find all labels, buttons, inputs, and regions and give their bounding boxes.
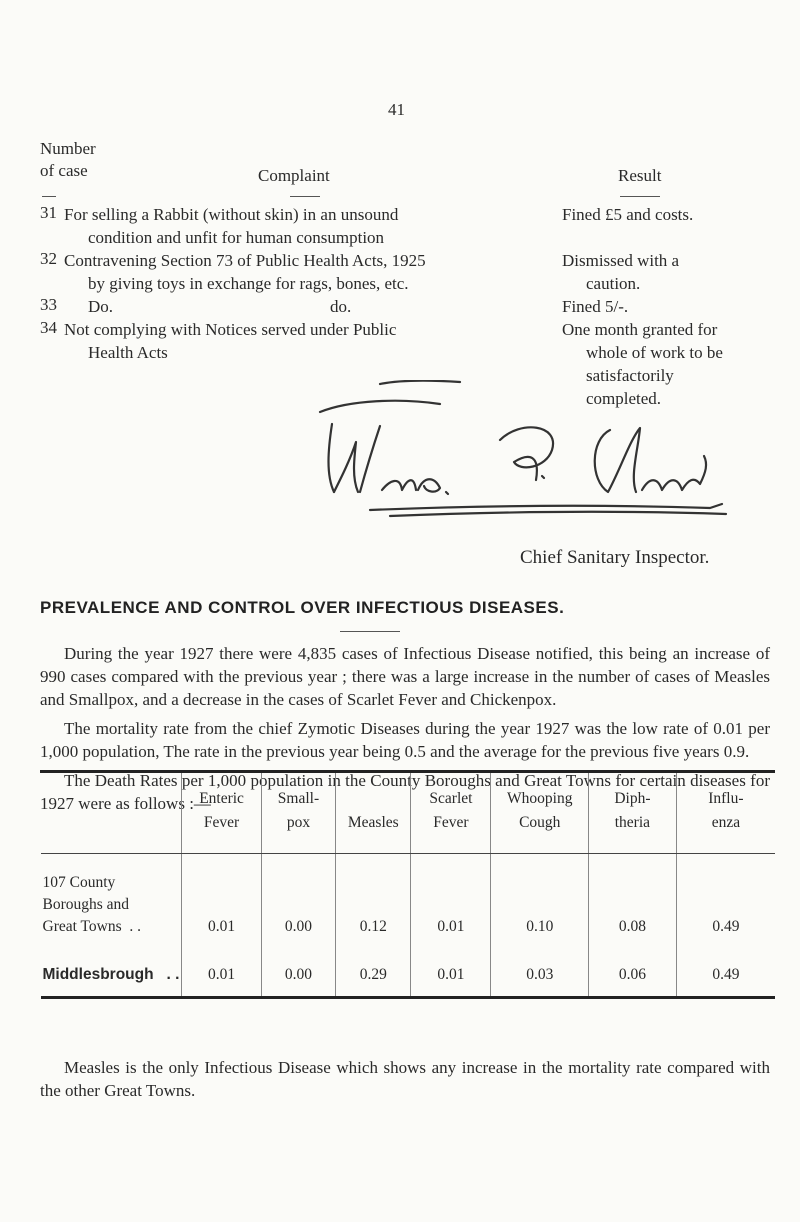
table-header-row — [41, 773, 776, 854]
result-line: satisfactorily — [586, 366, 674, 385]
closing-paragraph-wrap — [40, 1056, 770, 1102]
case-number: 33 — [40, 295, 57, 314]
paragraph: The Death Rates per 1,000 population in the County Boroughs and Great Towns for certain diseases for 1927 were as follows :— — [40, 771, 770, 813]
complaint-line: Health Acts — [88, 343, 168, 362]
complaint-header: Complaint — [258, 166, 330, 185]
table-cell: 0.29 — [336, 942, 411, 998]
result-line: Fined £5 and costs. — [562, 205, 694, 224]
complaint-line: Not complying with Notices served under Public — [64, 320, 397, 339]
number-header-rule — [42, 196, 56, 197]
column-header: Small- pox — [261, 773, 335, 854]
complaint-do: Do. — [88, 297, 114, 316]
closing-paragraph: Measles is the only Infectious Disease which shows any increase in the mortality rate compared with the other Great Towns. — [40, 1058, 770, 1100]
case-result — [562, 203, 772, 226]
complaint-line: For selling a Rabbit (without skin) in an unsound — [64, 205, 399, 224]
case-number: 31 — [40, 203, 57, 222]
complaint-header-rule — [290, 196, 320, 197]
column-header: Scarlet Fever — [411, 773, 491, 854]
table-cell: 0.01 — [411, 854, 491, 943]
number-of-case-header — [40, 138, 96, 182]
case-number: 34 — [40, 318, 57, 337]
table-cell: 0.12 — [336, 854, 411, 943]
result-line: One month granted for — [562, 320, 718, 339]
table-cell: 0.49 — [676, 942, 775, 998]
number-header-line2: of case — [40, 161, 88, 180]
page-number: 41 — [388, 100, 405, 119]
case-complaint — [64, 203, 564, 249]
column-header: Influ- enza — [676, 773, 775, 854]
paragraph: The mortality rate from the chief Zymotic Diseases during the year 1927 was the low rate of 0.01 per 1,000 population, The rate in the previous year being 0.5 and the average for the previous five years 0.9. — [40, 719, 770, 761]
table-cell: 0.03 — [491, 942, 589, 998]
column-header: Diph- theria — [589, 773, 677, 854]
stub-header — [41, 773, 182, 854]
column-header: Enteric Fever — [182, 773, 261, 854]
result-line: caution. — [586, 274, 641, 293]
table-cell: 0.00 — [261, 942, 335, 998]
complaint-line: condition and unfit for human consumption — [88, 228, 385, 247]
complaint-ditto: do. — [330, 297, 352, 316]
result-header: Result — [618, 166, 662, 185]
death-rates-table — [40, 770, 775, 999]
result-line: whole of work to be — [586, 343, 723, 362]
table-row — [41, 854, 776, 943]
table-cell: 0.01 — [182, 854, 261, 943]
table-cell: 0.01 — [182, 942, 261, 998]
handwritten-signature — [290, 380, 750, 540]
heading-rule — [340, 631, 400, 632]
paragraph: During the year 1927 there were 4,835 cases of Infectious Disease notified, this being an increase of 990 cases compared with the previous year ; there was a large increase in the number of cases of Measles and Smallpox, and a decrease in the cases of Scarlet Fever and Chickenpox. — [40, 644, 770, 709]
section-heading: PREVALENCE AND CONTROL OVER INFECTIOUS DISEASES. — [40, 598, 565, 617]
result-line: Fined 5/-. — [562, 297, 629, 316]
case-result — [562, 249, 772, 295]
result-line: completed. — [586, 389, 662, 408]
table-cell: 0.49 — [676, 854, 775, 943]
table-cell: 0.00 — [261, 854, 335, 943]
signatory-title: Chief Sanitary Inspector. — [520, 547, 710, 568]
column-header: Whooping Cough — [491, 773, 589, 854]
case-number: 32 — [40, 249, 57, 268]
number-header-line1: Number — [40, 139, 96, 158]
complaint-line: by giving toys in exchange for rags, bones, etc. — [88, 274, 409, 293]
case-result — [562, 295, 772, 318]
row-label: Middlesbrough . . — [41, 942, 182, 998]
table-row — [41, 942, 776, 998]
column-header: Measles — [336, 773, 411, 854]
complaint-line: Contravening Section 73 of Public Health Acts, 1925 — [64, 251, 426, 270]
result-line: Dismissed with a — [562, 251, 680, 270]
row-label: 107 County Boroughs and Great Towns . . — [42, 874, 142, 935]
result-header-rule — [620, 196, 660, 197]
case-complaint — [64, 318, 564, 364]
case-complaint — [64, 249, 564, 295]
table-cell: 0.08 — [589, 854, 677, 943]
table-cell: 0.01 — [411, 942, 491, 998]
table-cell: 0.06 — [589, 942, 677, 998]
table-cell: 0.10 — [491, 854, 589, 943]
